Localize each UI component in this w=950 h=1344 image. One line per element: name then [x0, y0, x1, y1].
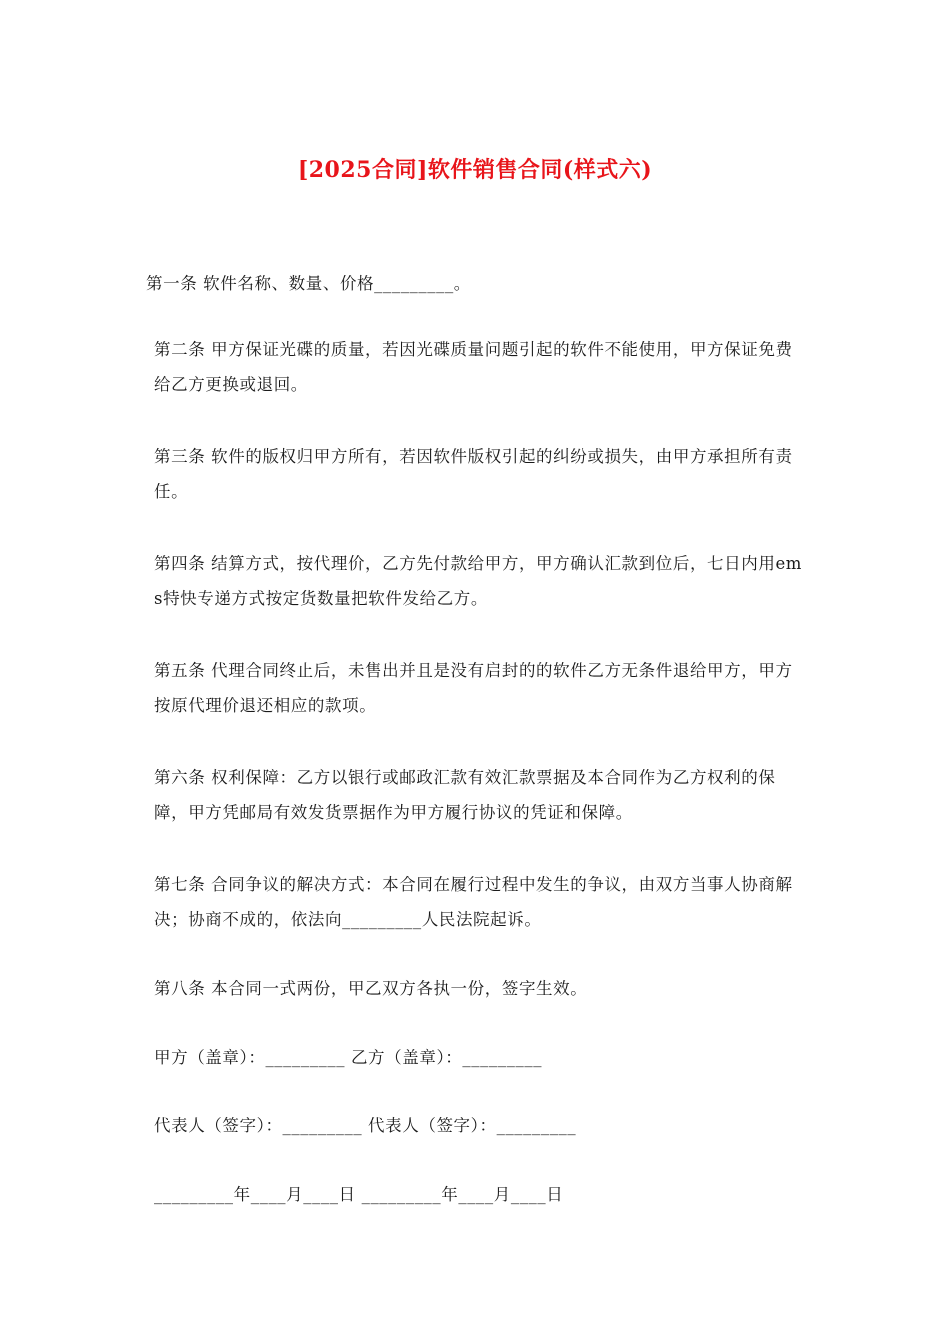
- date-line-text: _________年____月____日 _________年____月____日: [154, 1185, 564, 1204]
- clause-7-text: 第七条 合同争议的解决方式：本合同在履行过程中发生的争议，由双方当事人协商解决；协商不成的，依法向_________人民法院起诉。: [154, 875, 793, 929]
- clause-4-text: 第四条 结算方式，按代理价，乙方先付款给甲方，甲方确认汇款到位后，七日内用ems特快专递方式按定货数量把软件发给乙方。: [154, 554, 803, 608]
- clause-3-text: 第三条 软件的版权归甲方所有，若因软件版权引起的纠纷或损失，由甲方承担所有责任。: [154, 447, 793, 501]
- clause-6-text: 第六条 权利保障：乙方以银行或邮政汇款有效汇款票据及本合同作为乙方权利的保障，甲方凭邮局有效发货票据作为甲方履行协议的凭证和保障。: [154, 768, 776, 822]
- representative-line-text: 代表人（签字）：_________ 代表人（签字）：_________: [154, 1116, 577, 1135]
- date-line: [146, 1107, 806, 1282]
- seal-line-text: 甲方（盖章）：_________ 乙方（盖章）：_________: [154, 1048, 543, 1067]
- clause-5-text: 第五条 代理合同终止后，未售出并且是没有启封的的软件乙方无条件退给甲方，甲方按原代理价退还相应的款项。: [154, 661, 793, 715]
- clause-2-text: 第二条 甲方保证光碟的质量，若因光碟质量问题引起的软件不能使用，甲方保证免费给乙方更换或退回。: [154, 340, 793, 394]
- document-title: [2025合同]软件销售合同(样式六): [297, 157, 653, 183]
- clause-8-text: 第八条 本合同一式两份，甲乙双方各执一份，签字生效。: [154, 979, 588, 998]
- clause-1-text: 第一条 软件名称、数量、价格_________。: [146, 274, 471, 293]
